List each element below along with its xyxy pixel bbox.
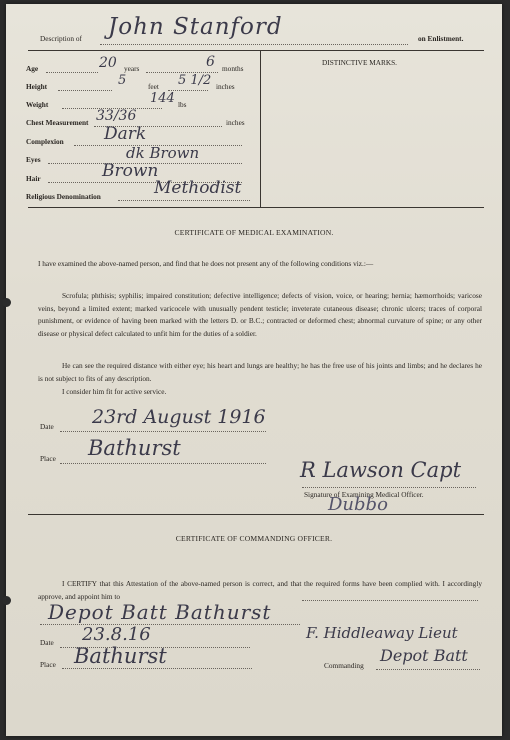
height-feet-dots bbox=[58, 90, 112, 91]
commanding-date-label: Date bbox=[40, 638, 54, 647]
medical-place-value: Bathurst bbox=[88, 436, 181, 460]
top-rule bbox=[28, 50, 484, 51]
age-years-value: 20 bbox=[99, 55, 117, 71]
hair-value: Brown bbox=[102, 161, 159, 181]
medical-conditions-paragraph: Scrofula; phthisis; syphilis; impaired constitution; defective intelligence; defects of vision, voice, or hearing; hernia; hæmorrhoids; varicose veins, beyond a limited extent; marked varicocele with unusually pendent testicle; inveterate cutaneous disease; chronic ulcers; traces of corporal punishment, or evidence of having been marked with the letters D. or B.C.; contracted or deformed chest; abnormal curvature of spine; or any other disease or physical defect calculated to unfit him for the duties of a soldier. bbox=[38, 291, 482, 338]
commanding-place-value: Bathurst bbox=[74, 644, 167, 668]
commanding-certificate-heading: CERTIFICATE OF COMMANDING OFFICER. bbox=[175, 534, 333, 543]
medical-date-label: Date bbox=[40, 422, 54, 431]
box-bottom-rule bbox=[28, 207, 484, 208]
medical-place-label: Place bbox=[40, 454, 56, 463]
medical-consider-paragraph: I consider him fit for active service. bbox=[62, 387, 167, 396]
complexion-value: Dark bbox=[104, 124, 147, 144]
commanding-certify-paragraph: I CERTIFY that this Attestation of the above-named person is correct, and that the required forms have been complied with. I accordingly approve, and appoint him to bbox=[38, 579, 482, 601]
commanding-unit-value: Depot Batt bbox=[380, 646, 468, 665]
medical-signature-dots bbox=[302, 487, 476, 488]
commanding-label: Commanding bbox=[324, 661, 364, 670]
distinctive-marks-heading: DISTINCTIVE MARKS. bbox=[322, 58, 397, 67]
unit-dots bbox=[40, 624, 300, 625]
feet-label: feet bbox=[148, 82, 159, 91]
appointed-unit-value: Depot Batt Bathurst bbox=[48, 600, 272, 624]
chest-value: 33/36 bbox=[96, 108, 137, 124]
on-enlistment-label: on Enlistment. bbox=[418, 34, 464, 43]
eyes-value: dk Brown bbox=[126, 144, 200, 162]
recruit-name: John Stanford bbox=[108, 14, 283, 40]
medical-place-dots bbox=[60, 463, 266, 464]
commanding-officer-signature: F. Hiddleaway Lieut bbox=[306, 624, 458, 642]
eyes-label: Eyes bbox=[26, 155, 41, 164]
chest-label: Chest Measurement bbox=[26, 118, 89, 127]
commanding-place-dots bbox=[62, 668, 252, 669]
appoint-dots bbox=[302, 600, 478, 601]
lbs-label: lbs bbox=[178, 100, 187, 109]
description-label: Description of bbox=[40, 34, 82, 43]
binding-hole bbox=[2, 298, 11, 307]
medical-intro-paragraph: I have examined the above-named person, and find that he does not present any of the following conditions viz.:— bbox=[38, 259, 374, 268]
hair-label: Hair bbox=[26, 174, 41, 183]
medical-date-dots bbox=[60, 431, 266, 432]
age-months-value: 6 bbox=[206, 54, 215, 70]
medical-officer-location: Dubbo bbox=[328, 494, 388, 515]
medical-certificate-heading: CERTIFICATE OF MEDICAL EXAMINATION. bbox=[174, 228, 334, 237]
height-inches-value: 5 1/2 bbox=[178, 73, 212, 88]
name-dotted-line bbox=[100, 44, 408, 45]
medical-officer-signature: R Lawson Capt bbox=[300, 458, 462, 482]
medical-fitness-paragraph: He can see the required distance with either eye; his heart and lungs are healthy; he has the free use of his joints and limbs; and he declares he is not subject to fits of any description. bbox=[38, 361, 482, 383]
weight-label: Weight bbox=[26, 100, 49, 109]
height-feet-value: 5 bbox=[118, 73, 127, 88]
religion-dots bbox=[118, 200, 250, 201]
age-dots bbox=[46, 72, 98, 73]
years-label: years bbox=[124, 64, 140, 73]
binding-hole bbox=[2, 596, 11, 605]
chest-inches-label: inches bbox=[226, 118, 245, 127]
column-divider bbox=[260, 50, 261, 207]
commanding-place-label: Place bbox=[40, 660, 56, 669]
commanding-dots bbox=[376, 669, 480, 670]
attestation-page bbox=[6, 4, 502, 736]
religion-value: Methodist bbox=[154, 178, 242, 198]
medical-date-value: 23rd August 1916 bbox=[92, 406, 266, 428]
medical-signature-label: Signature of Examining Medical Officer. bbox=[304, 490, 424, 499]
religion-label: Religious Denomination bbox=[26, 192, 101, 201]
complexion-label: Complexion bbox=[26, 137, 64, 146]
commanding-date-value: 23.8.16 bbox=[82, 624, 151, 645]
weight-value: 144 bbox=[150, 91, 175, 106]
age-label: Age bbox=[26, 64, 39, 73]
commanding-top-rule bbox=[28, 514, 484, 515]
months-label: months bbox=[222, 64, 244, 73]
inches-label: inches bbox=[216, 82, 235, 91]
height-label: Height bbox=[26, 82, 48, 91]
